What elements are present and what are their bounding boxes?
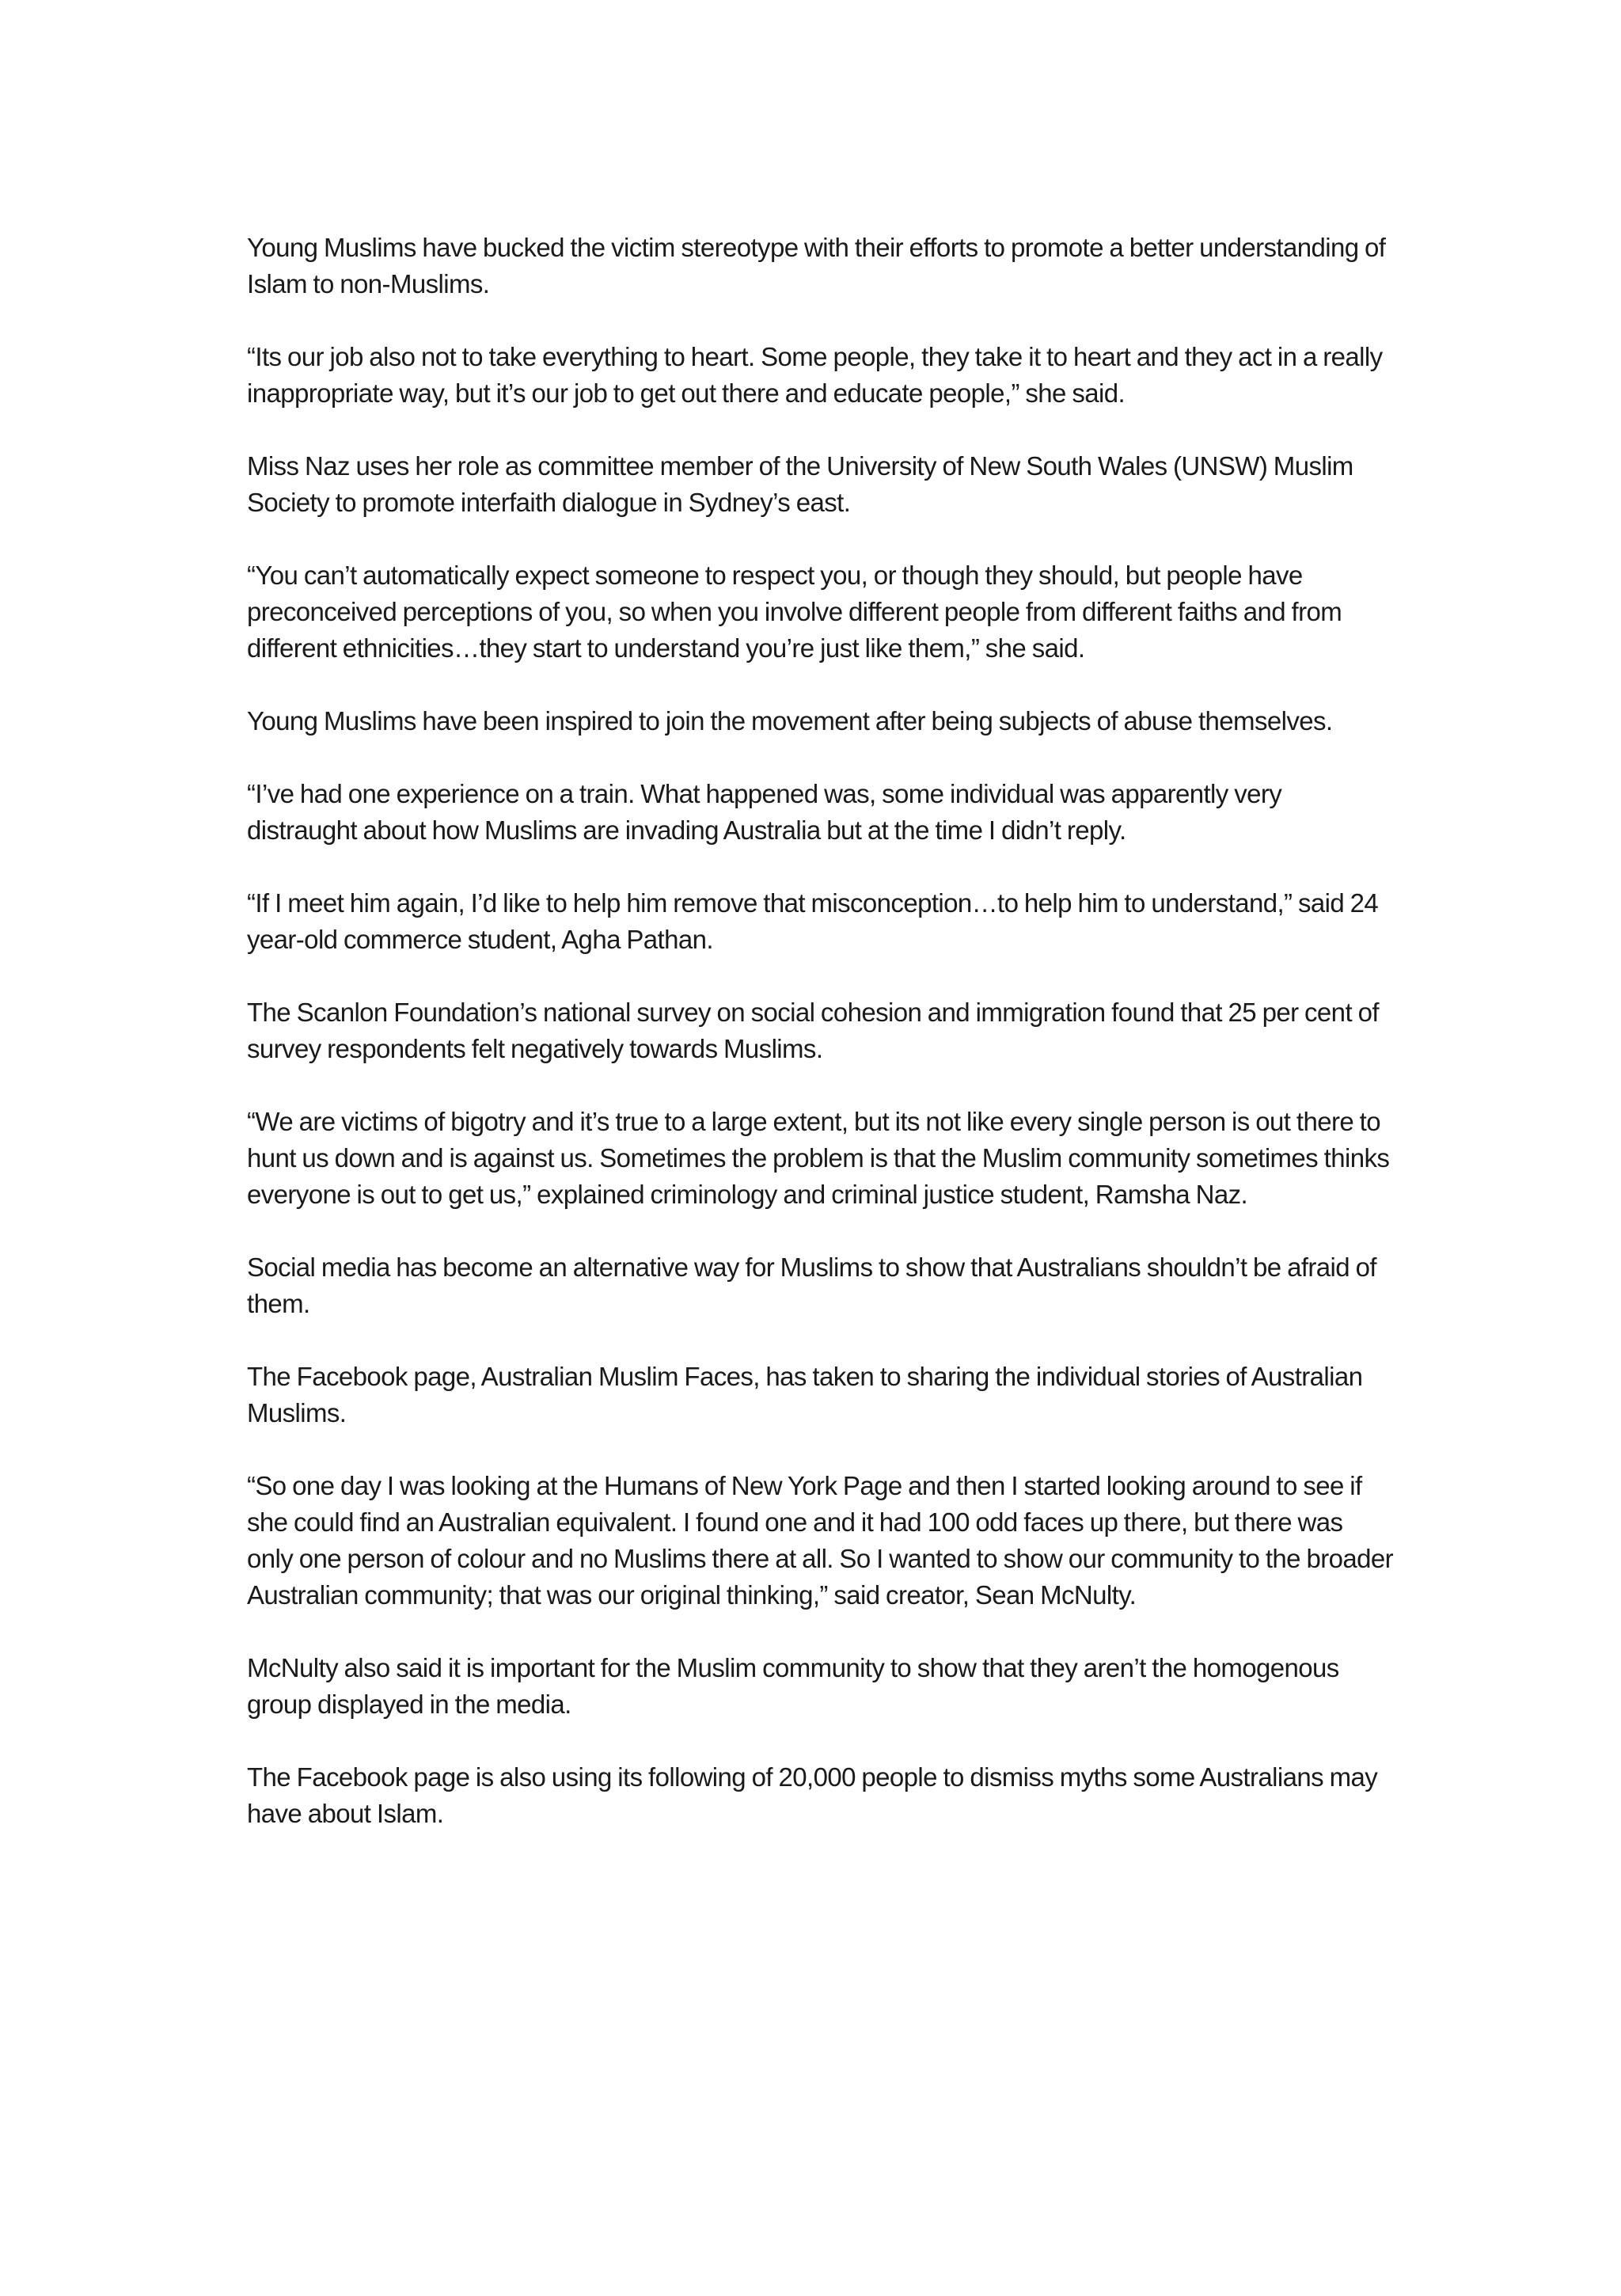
paragraph-11: The Facebook page, Australian Muslim Faces, has taken to sharing the individual stories of Australian Muslims.: [247, 1362, 1363, 1427]
paragraph-8: The Scanlon Foundation’s national survey on social cohesion and immigration found that 25 per cent of survey respondents felt negatively towards Muslims.: [247, 998, 1379, 1063]
paragraph-2: “Its our job also not to take everything to heart. Some people, they take it to heart and they act in a really inappropriate way, but it’s our job to get out there and educate people,” she said.: [247, 342, 1383, 408]
paragraph-13: McNulty also said it is important for the Muslim community to show that they aren’t the homogenous group displayed in the media.: [247, 1653, 1339, 1719]
paragraph-5: Young Muslims have been inspired to join the movement after being subjects of abuse themselves.: [247, 706, 1333, 736]
paragraph-12: “So one day I was looking at the Humans of New York Page and then I started looking around to see if she could find an Australian equivalent. I found one and it had 100 odd faces up there, but there was only one person of colour and no Muslims there at all. So I wanted to show our community to the broader Australian community; that was our original thinking,” said creator, Sean McNulty.: [247, 1471, 1394, 1610]
paragraph-9: “We are victims of bigotry and it’s true to a large extent, but its not like every single person is out there to hunt us down and is against us. Sometimes the problem is that the Muslim community sometimes thinks everyone is out to get us,” explained criminology and criminal justice student, Ramsha Naz.: [247, 1107, 1390, 1209]
paragraph-4: “You can’t automatically expect someone to respect you, or though they should, but people have preconceived perceptions of you, so when you involve different people from different faiths and from different ethnicities…they start to understand you’re just like them,” she said.: [247, 561, 1342, 663]
paragraph-1: Young Muslims have bucked the victim stereotype with their efforts to promote a better understanding of Islam to non-Muslims.: [247, 233, 1386, 298]
paragraph-6: “I’ve had one experience on a train. What happened was, some individual was apparently very distraught about how Muslims are invading Australia but at the time I didn’t reply.: [247, 779, 1282, 845]
paragraph-7: “If I meet him again, I’d like to help him remove that misconception…to help him to understand,” said 24 year-old commerce student, Agha Pathan.: [247, 888, 1379, 954]
paragraph-14: The Facebook page is also using its following of 20,000 people to dismiss myths some Australians may have about Islam.: [247, 1762, 1378, 1828]
article-body: [247, 230, 1395, 1868]
paragraph-3: Miss Naz uses her role as committee member of the University of New South Wales (UNSW) Muslim Society to promote interfaith dialogue in Sydney’s east.: [247, 451, 1353, 517]
paragraph-10: Social media has become an alternative way for Muslims to show that Australians shouldn’t be afraid of them.: [247, 1253, 1376, 1318]
